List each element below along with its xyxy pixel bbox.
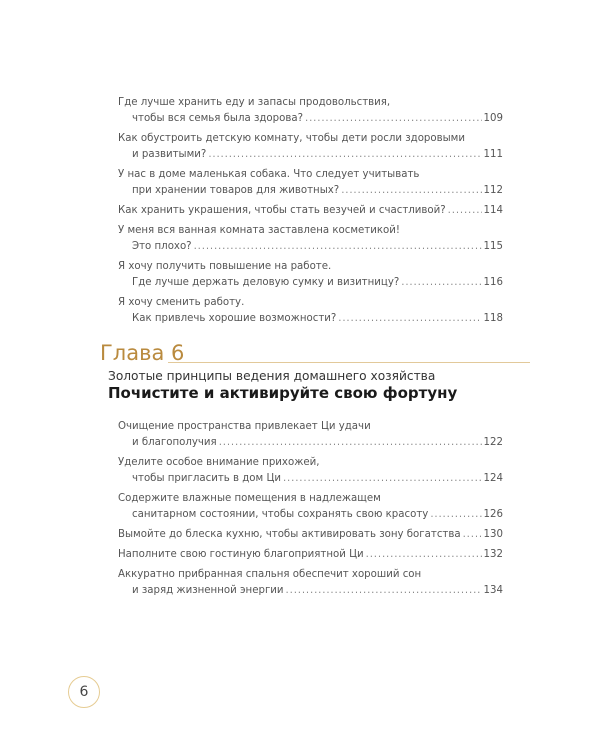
leader-dots xyxy=(401,275,481,291)
toc-entry-title: Где лучше хранить еду и запасы продовольствия, xyxy=(118,97,391,108)
toc-page-number: 132 xyxy=(483,549,503,560)
toc-entry-title-cont: Это плохо? xyxy=(132,241,192,252)
toc-entry-title: Очищение пространства привлекает Ци удачи xyxy=(118,421,371,432)
toc-list-chapter xyxy=(118,419,503,603)
toc-list-top xyxy=(118,95,503,331)
leader-dots xyxy=(286,583,482,599)
toc-entry[interactable] xyxy=(118,95,503,127)
toc-entry-title-cont: и заряд жизненной энергии xyxy=(132,585,284,596)
toc-page-number: 130 xyxy=(483,529,503,540)
leader-dots xyxy=(430,507,481,523)
toc-page-number: 116 xyxy=(483,277,503,288)
toc-page-number: 122 xyxy=(483,437,503,448)
toc-entry-title: Наполните свою гостиную благоприятной Ци xyxy=(118,549,364,560)
leader-dots xyxy=(338,311,481,327)
toc-entry-title: Как обустроить детскую комнату, чтобы дети росли здоровыми xyxy=(118,133,465,144)
toc-entry-title: Аккуратно прибранная спальня обеспечит хороший сон xyxy=(118,569,422,580)
toc-entry-title-cont: санитарном состоянии, чтобы сохранять свою красоту xyxy=(132,509,429,520)
toc-entry-title: Уделите особое внимание прихожей, xyxy=(118,457,320,468)
toc-entry[interactable] xyxy=(118,223,503,255)
toc-entry-title-cont: Где лучше держать деловую сумку и визитницу? xyxy=(132,277,400,288)
toc-entry[interactable] xyxy=(118,455,503,487)
toc-page-number: 118 xyxy=(483,313,503,324)
leader-dots xyxy=(448,203,482,219)
toc-page-number: 124 xyxy=(483,473,503,484)
leader-dots xyxy=(283,471,482,487)
toc-entry-title: Содержите влажные помещения в надлежащем xyxy=(118,493,381,504)
toc-entry-title-cont: чтобы вся семья была здорова? xyxy=(132,113,304,124)
toc-page-number: 126 xyxy=(483,509,503,520)
toc-entry-title-cont: при хранении товаров для животных? xyxy=(132,185,340,196)
chapter-subtitle: Золотые принципы ведения домашнего хозяйства xyxy=(108,369,436,383)
toc-entry-title: У нас в доме маленькая собака. Что следует учитывать xyxy=(118,169,420,180)
toc-entry[interactable] xyxy=(118,547,503,563)
leader-dots xyxy=(341,183,481,199)
toc-entry[interactable] xyxy=(118,491,503,523)
toc-entry-title: У меня вся ванная комната заставлена косметикой! xyxy=(118,225,400,236)
toc-entry[interactable] xyxy=(118,527,503,543)
page-number: 6 xyxy=(68,676,100,708)
leader-dots xyxy=(305,111,482,127)
chapter-label: Глава 6 xyxy=(100,341,185,365)
leader-dots xyxy=(219,435,482,451)
toc-entry-title-cont: и развитыми? xyxy=(132,149,207,160)
toc-entry[interactable] xyxy=(118,419,503,451)
toc-entry-title-cont: и благополучия xyxy=(132,437,217,448)
toc-entry[interactable] xyxy=(118,567,503,599)
chapter-divider xyxy=(168,362,530,363)
toc-page-number: 109 xyxy=(483,113,503,124)
toc-entry[interactable] xyxy=(118,259,503,291)
leader-dots xyxy=(194,239,482,255)
toc-entry[interactable] xyxy=(118,203,503,219)
toc-page-number: 115 xyxy=(483,241,503,252)
toc-page-number: 134 xyxy=(483,585,503,596)
toc-page-number: 114 xyxy=(483,205,503,216)
toc-entry[interactable] xyxy=(118,167,503,199)
toc-page-number: 111 xyxy=(483,149,503,160)
toc-entry-title: Вымойте до блеска кухню, чтобы активировать зону богатства xyxy=(118,529,461,540)
leader-dots xyxy=(366,547,482,563)
toc-entry-title: Я хочу сменить работу. xyxy=(118,297,245,308)
leader-dots xyxy=(208,147,481,163)
toc-entry-title-cont: Как привлечь хорошие возможности? xyxy=(132,313,337,324)
toc-entry[interactable] xyxy=(118,295,503,327)
toc-entry[interactable] xyxy=(118,131,503,163)
leader-dots xyxy=(463,527,482,543)
toc-entry-title: Как хранить украшения, чтобы стать везучей и счастливой? xyxy=(118,205,446,216)
chapter-title: Почистите и активируйте свою фортуну xyxy=(108,384,458,402)
toc-entry-title-cont: чтобы пригласить в дом Ци xyxy=(132,473,281,484)
toc-page-number: 112 xyxy=(483,185,503,196)
toc-entry-title: Я хочу получить повышение на работе. xyxy=(118,261,332,272)
